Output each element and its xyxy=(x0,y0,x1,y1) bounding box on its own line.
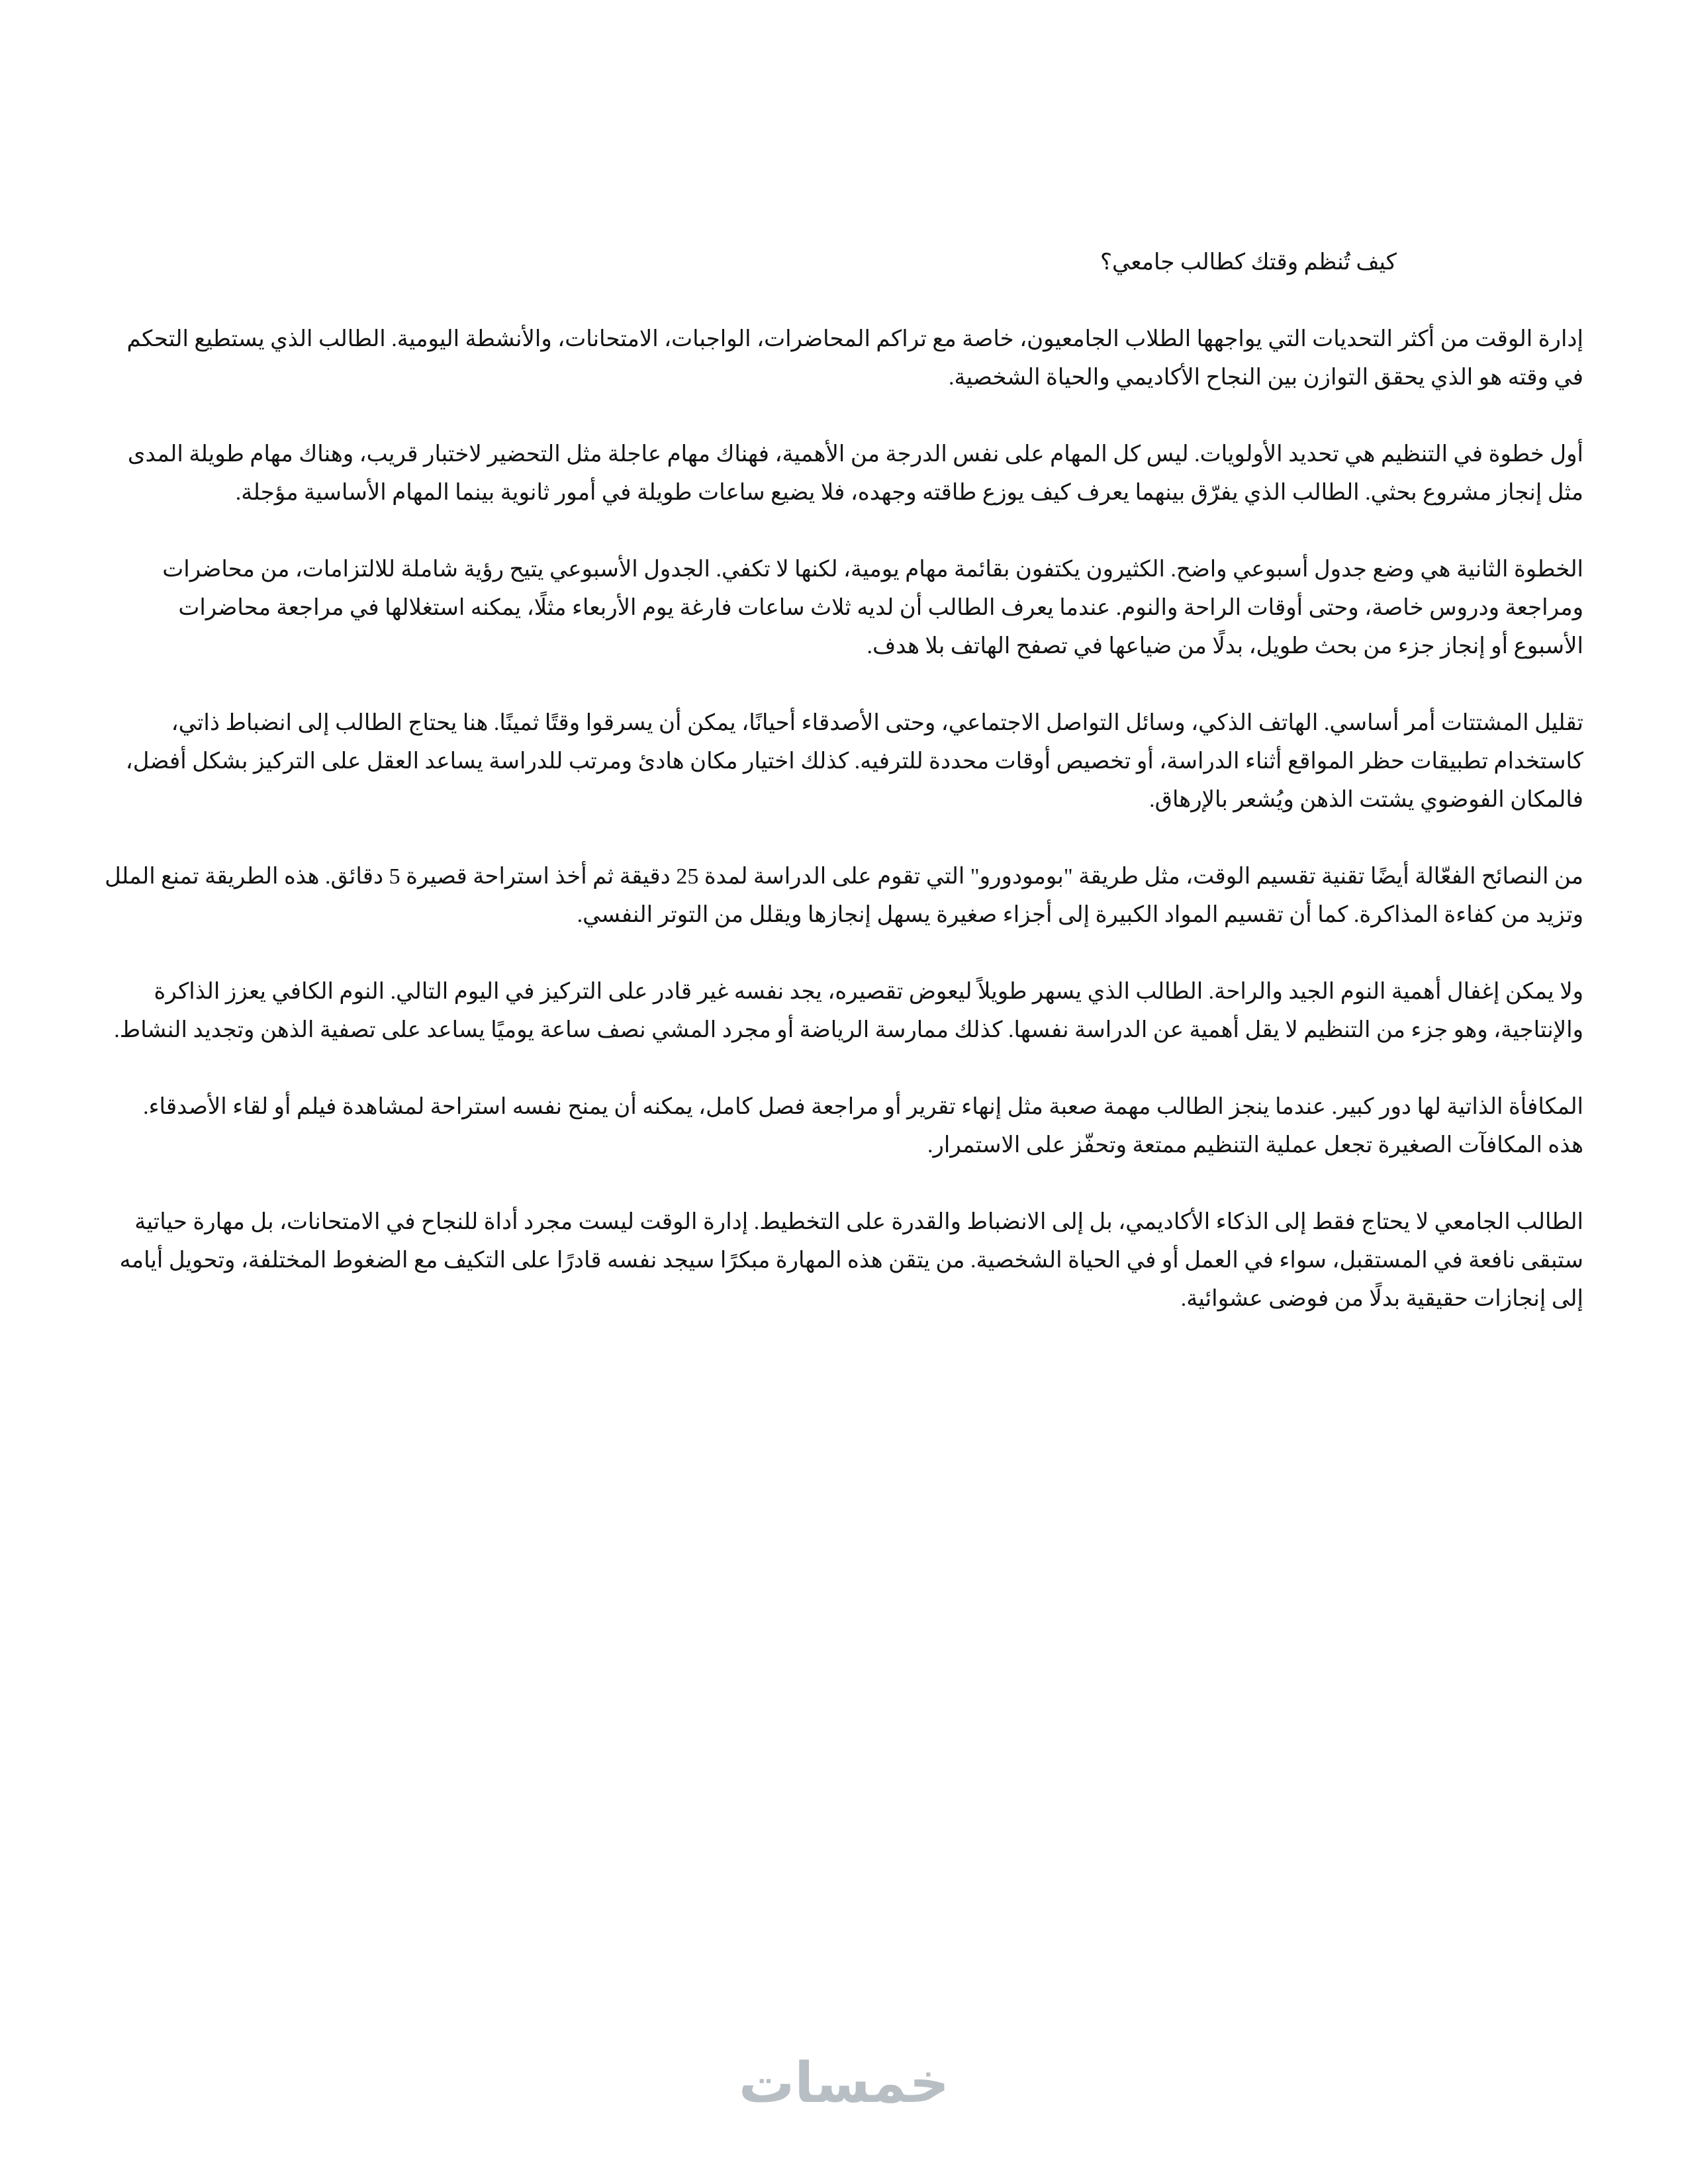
watermark-khamsat-logo: خمسات xyxy=(738,2050,950,2115)
paragraph-sleep-rest: ولا يمكن إغفال أهمية النوم الجيد والراحة. الطالب الذي يسهر طويلاً ليعوض تقصيره، يجد نفسه غير قادر على التركيز في اليوم التالي. النوم الكافي يعزز الذاكرة والإنتاجية، وهو جزء من التنظيم لا يقل أهمية عن الدراسة نفسها. كذلك ممارسة الرياضة أو مجرد المشي نصف ساعة يوميًا يساعد على تصفية الذهن وتجديد النشاط. xyxy=(114,979,1583,1042)
document-title: كيف تُنظم وقتك كطالب جامعي؟ xyxy=(1100,250,1397,275)
paragraph-pomodoro: من النصائح الفعّالة أيضًا تقنية تقسيم الوقت، مثل طريقة "بومودورو" التي تقوم على الدراسة لمدة 25 دقيقة ثم أخذ استراحة قصيرة 5 دقائق. هذه الطريقة تمنع الملل وتزيد من كفاءة المذاكرة. كما أن تقسيم المواد الكبيرة إلى أجزاء صغيرة يسهل إنجازها ويقلل من التوتر النفسي. xyxy=(105,864,1583,927)
paragraph-intro: إدارة الوقت من أكثر التحديات التي يواجهها الطلاب الجامعيون، خاصة مع تراكم المحاضرات، الواجبات، الامتحانات، والأنشطة اليومية. الطالب الذي يستطيع التحكم في وقته هو الذي يحقق التوازن بين النجاح الأكاديمي والحياة الشخصية. xyxy=(126,327,1583,390)
paragraph-priorities: أول خطوة في التنظيم هي تحديد الأولويات. ليس كل المهام على نفس الدرجة من الأهمية، فهناك مهام عاجلة مثل التحضير لاختبار قريب، وهناك مهام طويلة المدى مثل إنجاز مشروع بحثي. الطالب الذي يفرّق بينهما يعرف كيف يوزع طاقته وجهده، فلا يضيع ساعات طويلة في أمور ثانوية بينما المهام الأساسية مؤجلة. xyxy=(127,442,1583,505)
paragraph-self-reward: المكافأة الذاتية لها دور كبير. عندما ينجز الطالب مهمة صعبة مثل إنهاء تقرير أو مراجعة فصل كامل، يمكنه أن يمنح نفسه استراحة لمشاهدة فيلم أو لقاء الأصدقاء. هذه المكافآت الصغيرة تجعل عملية التنظيم ممتعة وتحفّز على الاستمرار. xyxy=(143,1095,1583,1158)
paragraph-conclusion: الطالب الجامعي لا يحتاج فقط إلى الذكاء الأكاديمي، بل إلى الانضباط والقدرة على التخطيط. إدارة الوقت ليست مجرد أداة للنجاح في الامتحانات، بل مهارة حياتية ستبقى نافعة في المستقبل، سواء في العمل أو في الحياة الشخصية. من يتقن هذه المهارة مبكرًا سيجد نفسه قادرًا على التكيف مع الضغوط المختلفة، وتحويل أيامه إلى إنجازات حقيقية بدلًا من فوضى عشوائية. xyxy=(119,1210,1583,1311)
paragraph-weekly-schedule: الخطوة الثانية هي وضع جدول أسبوعي واضح. الكثيرون يكتفون بقائمة مهام يومية، لكنها لا تكفي. الجدول الأسبوعي يتيح رؤية شاملة للالتزامات، من محاضرات ومراجعة ودروس خاصة، وحتى أوقات الراحة والنوم. عندما يعرف الطالب أن لديه ثلاث ساعات فارغة يوم الأربعاء مثلًا، يمكنه استغلالها في مراجعة محاضرات الأسبوع أو إنجاز جزء من بحث طويل، بدلًا من ضياعها في تصفح الهاتف بلا هدف. xyxy=(162,557,1583,659)
paragraph-distractions: تقليل المشتتات أمر أساسي. الهاتف الذكي، وسائل التواصل الاجتماعي، وحتى الأصدقاء أحيانًا، يمكن أن يسرقوا وقتًا ثمينًا. هنا يحتاج الطالب إلى انضباط ذاتي، كاستخدام تطبيقات حظر المواقع أثناء الدراسة، أو تخصيص أوقات محددة للترفيه. كذلك اختيار مكان هادئ ومرتب للدراسة يساعد العقل على التركيز بشكل أفضل، فالمكان الفوضوي يشتت الذهن ويُشعر بالإرهاق. xyxy=(125,711,1583,812)
